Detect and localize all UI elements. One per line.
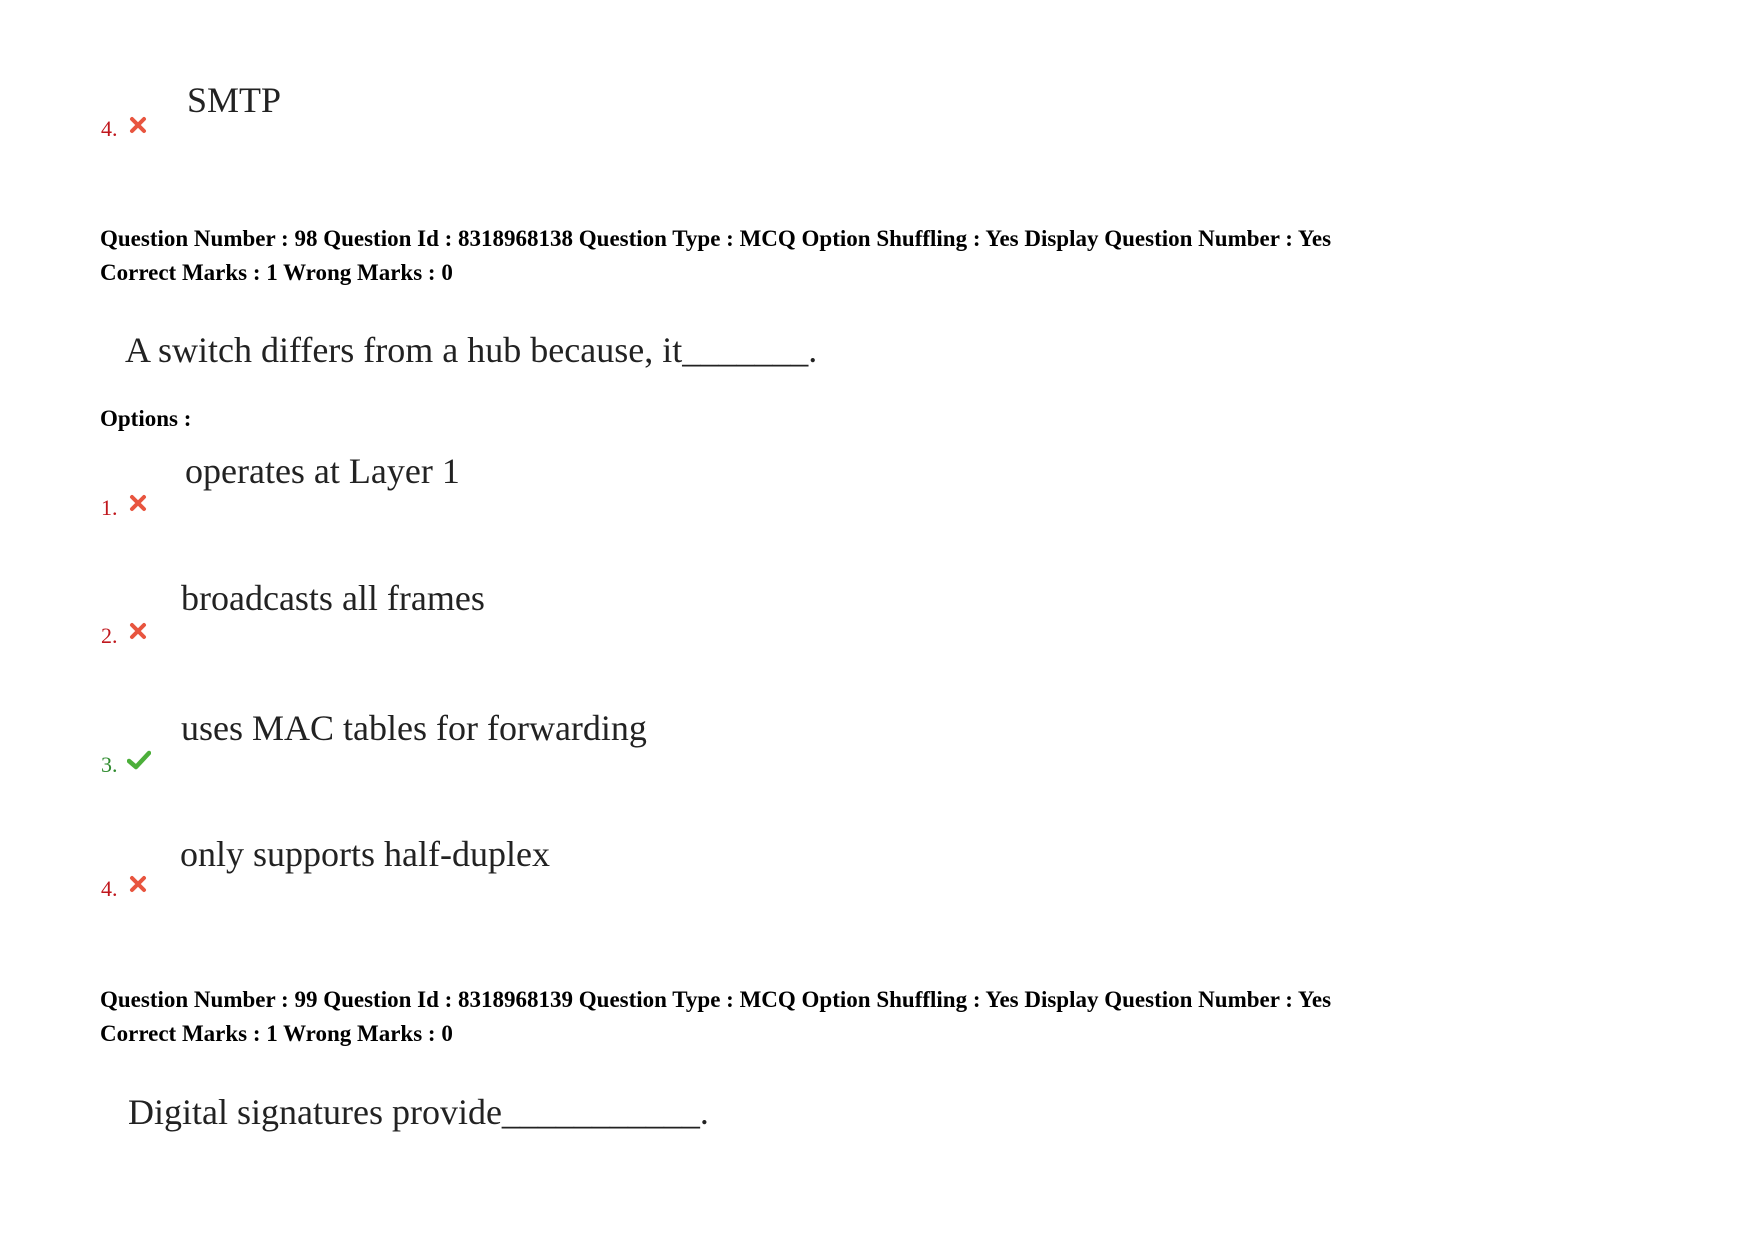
question-meta-line-2: Correct Marks : 1 Wrong Marks : 0	[100, 1021, 453, 1046]
option-number: 4.	[101, 876, 118, 901]
option-text: uses MAC tables for forwarding	[181, 708, 647, 748]
options-label: Options :	[100, 406, 192, 431]
question-text: Digital signatures provide___________.	[128, 1092, 709, 1132]
question-text: A switch differs from a hub because, it_______.	[125, 330, 818, 370]
option-number: 1.	[101, 495, 118, 520]
option-text: only supports half-duplex	[180, 834, 550, 874]
option-text: SMTP	[187, 80, 282, 120]
check-icon	[127, 750, 151, 775]
cross-icon	[129, 622, 147, 645]
question-meta-line-2: Correct Marks : 1 Wrong Marks : 0	[100, 260, 453, 285]
option-number: 4.	[101, 116, 118, 141]
question-meta-line-1: Question Number : 99 Question Id : 8318968139 Question Type : MCQ Option Shuffling : Yes Display Question Number : Yes	[100, 987, 1332, 1012]
option-number: 2.	[101, 623, 118, 648]
cross-icon	[129, 116, 147, 139]
option-text: broadcasts all frames	[181, 578, 485, 618]
question-meta-line-1: Question Number : 98 Question Id : 8318968138 Question Type : MCQ Option Shuffling : Yes Display Question Number : Yes	[100, 226, 1332, 251]
cross-icon	[129, 875, 147, 898]
cross-icon	[129, 494, 147, 517]
option-text: operates at Layer 1	[185, 451, 460, 491]
option-number: 3.	[101, 752, 118, 777]
